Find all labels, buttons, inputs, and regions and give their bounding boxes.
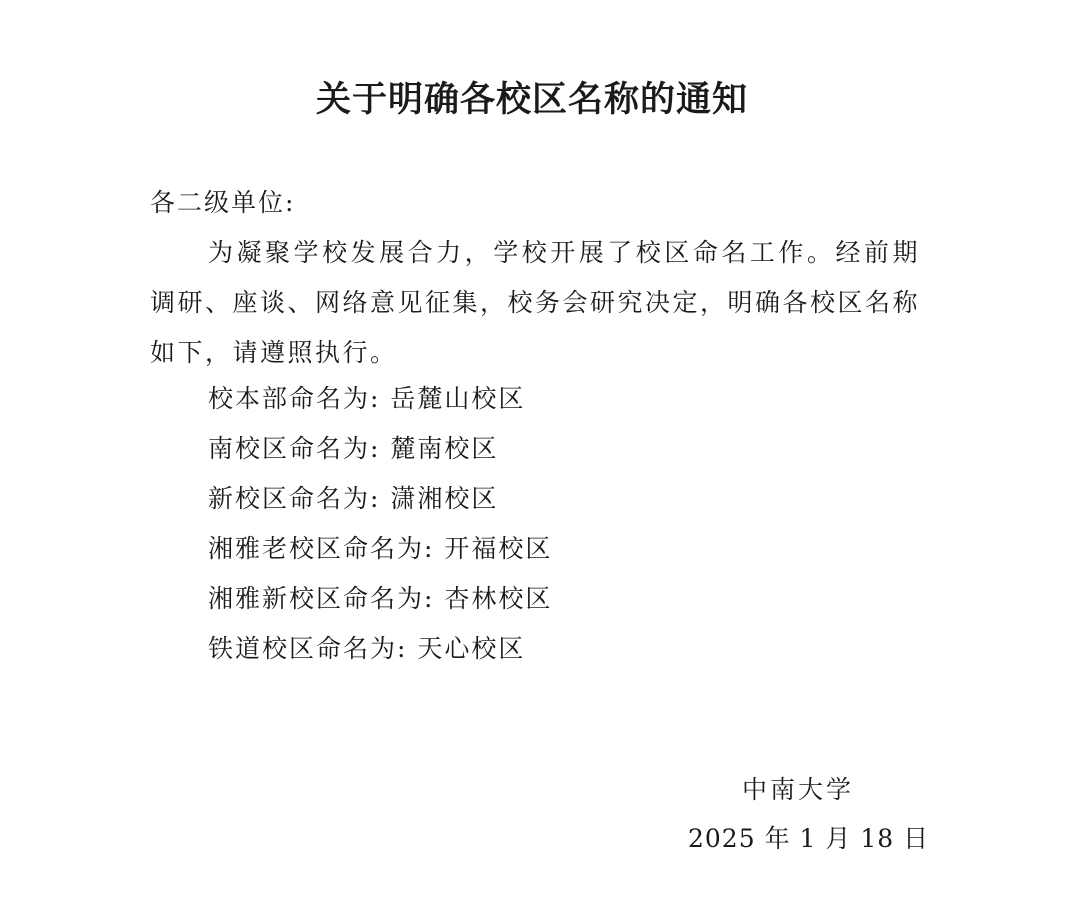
campus-name-item: 湘雅老校区命名为: 开福校区	[208, 534, 553, 563]
campus-name-item: 校本部命名为: 岳麓山校区	[208, 384, 526, 413]
campus-name-item: 铁道校区命名为: 天心校区	[208, 634, 526, 663]
campus-name-item: 湘雅新校区命名为: 杏林校区	[208, 584, 553, 613]
signing-date: 2025 年 1 月 18 日	[688, 824, 930, 853]
campus-name-list	[208, 374, 552, 674]
campus-name-item: 南校区命名为: 麓南校区	[208, 434, 499, 463]
document-title: 关于明确各校区名称的通知	[315, 79, 748, 120]
campus-name-item: 新校区命名为: 潇湘校区	[208, 484, 499, 513]
salutation: 各二级单位:	[150, 188, 296, 217]
signer-name: 中南大学	[742, 775, 855, 804]
body-paragraph: 为凝聚学校发展合力，学校开展了校区命名工作。经前期调研、座谈、网络意见征集，校务会研究决定，明确各校区名称如下，请遵照执行。	[150, 238, 921, 367]
